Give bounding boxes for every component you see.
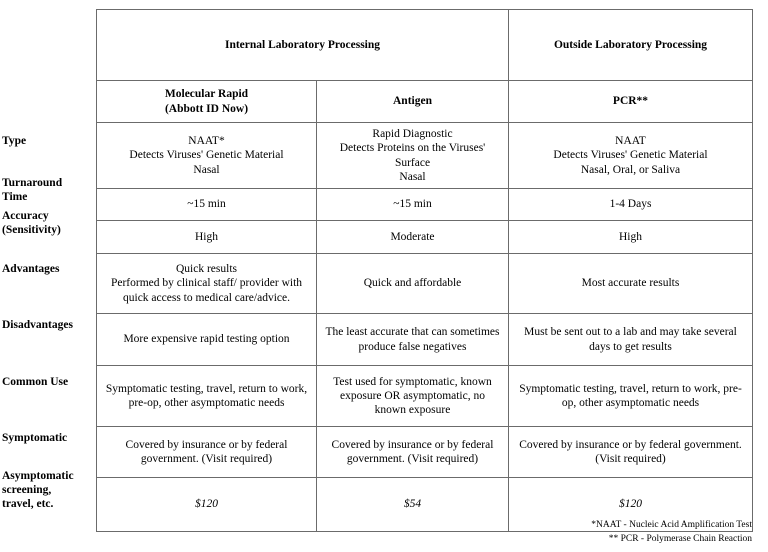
group-header-outside-lab: Outside Laboratory Processing xyxy=(509,10,753,81)
cell-disadvantages-molecular: More expensive rapid testing option xyxy=(97,314,317,366)
row-label-turnaround-time-text xyxy=(2,177,62,205)
row-label-accuracy-line1: Accuracy xyxy=(2,209,49,222)
table-row-advantages xyxy=(97,254,753,314)
table-row-accuracy xyxy=(97,221,753,254)
row-label-turnaround-line1: Turnaround xyxy=(2,177,63,190)
row-label-accuracy-line2: (Sensitivity) xyxy=(2,223,61,236)
group-header-internal-lab: Internal Laboratory Processing xyxy=(97,10,509,81)
cell-common-use-pcr: Symptomatic testing, travel, return to work, pre-op, other asymptomatic needs xyxy=(509,366,753,427)
cell-common-use-antigen: Test used for symptomatic, known exposure OR asymptomatic, no known exposure xyxy=(317,366,509,427)
table-row-group-header xyxy=(97,10,753,81)
table-row-symptomatic xyxy=(97,427,753,478)
cell-accuracy-molecular: High xyxy=(97,221,317,254)
row-label-turnaround-time xyxy=(2,175,94,207)
cell-type-molecular: NAAT* Detects Viruses' Genetic Material Nasal xyxy=(97,123,317,189)
column-header-molecular-line2: (Abbott ID Now) xyxy=(164,102,249,115)
footnotes xyxy=(432,519,752,547)
cell-symptomatic-antigen: Covered by insurance or by federal government. (Visit required) xyxy=(317,427,509,478)
column-header-antigen: Antigen xyxy=(317,81,509,123)
table-row-column-header xyxy=(97,81,753,123)
row-label-asymptomatic-text xyxy=(2,470,74,511)
table-row-type xyxy=(97,123,753,189)
cell-type-pcr: NAAT Detects Viruses' Genetic Material Nasal, Oral, or Saliva xyxy=(509,123,753,189)
row-label-type xyxy=(2,109,94,175)
row-label-gutter xyxy=(0,0,96,552)
cell-price-antigen: $54 xyxy=(317,478,509,532)
row-label-advantages xyxy=(2,240,94,300)
covid-test-comparison-table xyxy=(96,9,753,532)
footnote-naat: *NAAT - Nucleic Acid Amplification Test xyxy=(591,520,752,530)
cell-common-use-molecular: Symptomatic testing, travel, return to work, pre-op, other asymptomatic needs xyxy=(97,366,317,427)
cell-advantages-antigen: Quick and affordable xyxy=(317,254,509,314)
cell-turnaround-antigen: ~15 min xyxy=(317,189,509,221)
row-label-accuracy xyxy=(2,207,94,240)
footnote-pcr: ** PCR - Polymerase Chain Reaction xyxy=(608,533,752,544)
row-label-disadvantages xyxy=(2,300,94,352)
cell-accuracy-pcr: High xyxy=(509,221,753,254)
cell-disadvantages-pcr: Must be sent out to a lab and may take several days to get results xyxy=(509,314,753,366)
cell-price-molecular: $120 xyxy=(97,478,317,532)
cell-turnaround-molecular: ~15 min xyxy=(97,189,317,221)
row-label-asymptomatic-line3: travel, etc. xyxy=(2,497,54,510)
row-label-accuracy-text xyxy=(2,210,61,238)
row-label-common-use-text: Common Use xyxy=(2,375,69,388)
cell-symptomatic-molecular: Covered by insurance or by federal government. (Visit required) xyxy=(97,427,317,478)
row-label-asymptomatic xyxy=(2,464,94,518)
row-label-disadvantages-text: Disadvantages xyxy=(2,319,73,332)
column-header-pcr: PCR** xyxy=(509,81,753,123)
column-header-molecular-rapid xyxy=(97,81,317,123)
table-row-common-use xyxy=(97,366,753,427)
row-label-symptomatic-text: Symptomatic xyxy=(2,431,68,444)
table-row-turnaround-time xyxy=(97,189,753,221)
cell-disadvantages-antigen: The least accurate that can sometimes produce false negatives xyxy=(317,314,509,366)
row-label-common-use xyxy=(2,352,94,413)
cell-price-pcr: $120 xyxy=(509,478,753,532)
table-row-disadvantages xyxy=(97,314,753,366)
cell-type-antigen: Rapid Diagnostic Detects Proteins on the Viruses' Surface Nasal xyxy=(317,123,509,189)
cell-symptomatic-pcr: Covered by insurance or by federal government. (Visit required) xyxy=(509,427,753,478)
cell-advantages-pcr: Most accurate results xyxy=(509,254,753,314)
row-label-advantages-text: Advantages xyxy=(2,263,60,276)
row-label-symptomatic xyxy=(2,413,94,464)
column-header-molecular-line1: Molecular Rapid xyxy=(164,88,249,101)
row-label-asymptomatic-line1: Asymptomatic xyxy=(2,470,74,483)
cell-turnaround-pcr: 1-4 Days xyxy=(509,189,753,221)
row-label-turnaround-line2: Time xyxy=(2,191,28,203)
row-label-type-text: Type xyxy=(2,135,27,148)
cell-accuracy-antigen: Moderate xyxy=(317,221,509,254)
cell-advantages-molecular: Quick results Performed by clinical staff/ provider with quick access to medical care/advice. xyxy=(97,254,317,314)
row-label-asymptomatic-line2: screening, xyxy=(2,484,52,497)
